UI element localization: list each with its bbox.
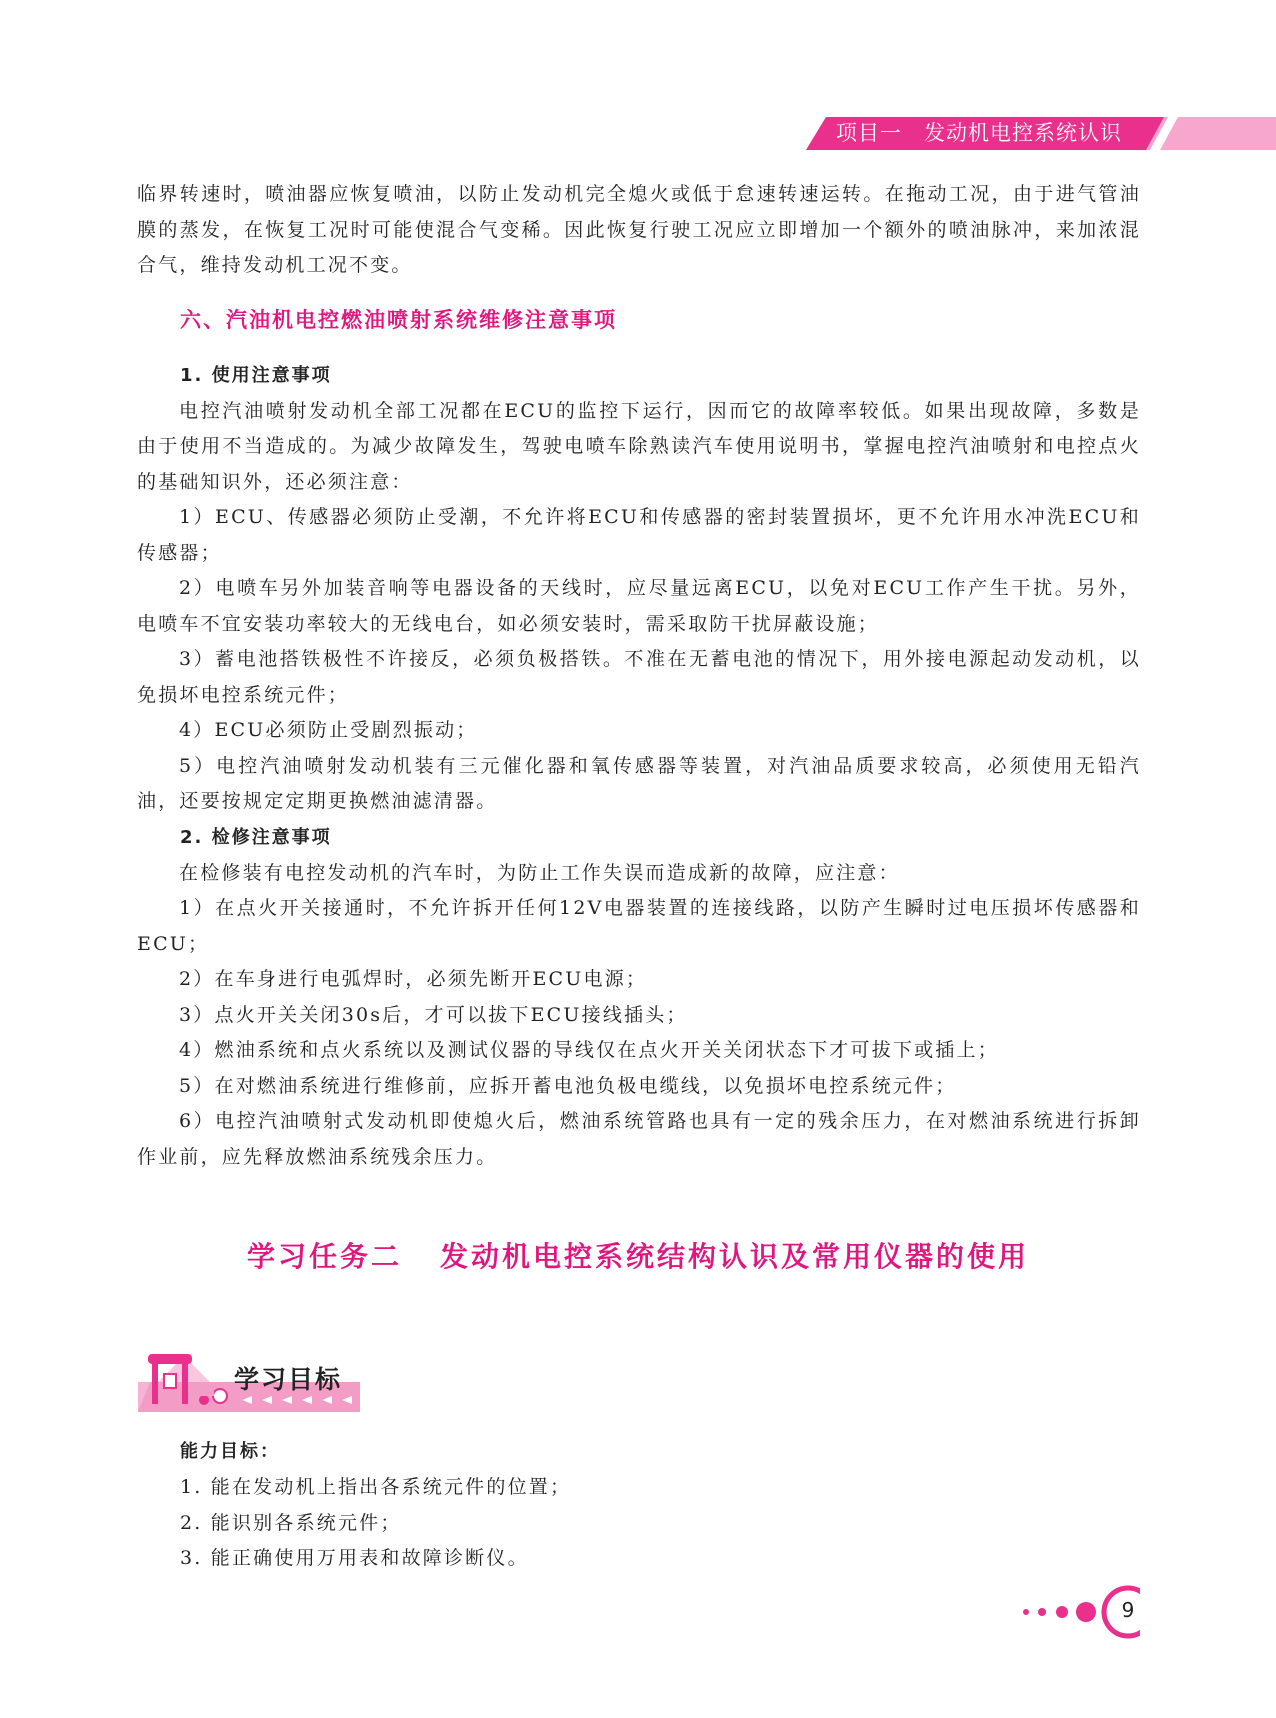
repair-item: 2）在车身进行电弧焊时，必须先断开ECU电源； [179, 968, 648, 990]
task-title-text: 发动机电控系统结构认识及常用仪器的使用 [440, 1240, 1030, 1273]
objective-item: 1. 能在发动机上指出各系统元件的位置； [180, 1476, 572, 1498]
page-body [137, 177, 1141, 1175]
objective-item: 3. 能正确使用万用表和故障诊断仪。 [180, 1547, 529, 1569]
usage-item: 3）蓄电池搭铁极性不许接反，必须负极搭铁。不准在无蓄电池的情况下，用外接电源起动发动机，以免损坏电控系统元件； [137, 648, 1141, 706]
section-title: 六、汽油机电控燃油喷射系统维修注意事项 [180, 307, 617, 332]
intro-paragraph: 临界转速时，喷油器应恢复喷油，以防止发动机完全熄火或低于怠速转速运转。在拖动工况，由于进气管油膜的蒸发，在恢复工况时可能使混合气变稀。因此恢复行驶工况应立即增加一个额外的喷油脉冲，来加浓混合气，维持发动机工况不变。 [137, 183, 1141, 276]
repair-item: 3）点火开关关闭30s后，才可以拔下ECU接线插头； [179, 1003, 688, 1026]
usage-item: 2）电喷车另外加装音响等电器设备的天线时，应尽量远离ECU，以免对ECU工作产生干扰。另外，电喷车不宜安装功率较大的无线电台，如必须安装时，需采取防干扰屏蔽设施； [137, 577, 1141, 635]
task-title [0, 1235, 1276, 1275]
usage-item: 5）电控汽油喷射发动机装有三元催化器和氧传感器等装置，对汽油品质要求较高，必须使用无铅汽油，还要按规定定期更换燃油滤清器。 [137, 754, 1141, 812]
usage-intro: 电控汽油喷射发动机全部工况都在ECU的监控下运行，因而它的故障率较低。如果出现故障，多数是由于使用不当造成的。为减少故障发生，驾驶电喷车除熟读汽车使用说明书，掌握电控汽油喷射和电控点火的基础知识外，还必须注意： [137, 399, 1141, 493]
repair-item: 6）电控汽油喷射式发动机即使熄火后，燃油系统管路也具有一定的残余压力，在对燃油系统进行拆卸作业前，应先释放燃油系统残余压力。 [137, 1110, 1141, 1168]
repair-item: 4）燃油系统和点火系统以及测试仪器的导线仅在点火开关关闭状态下才可拔下或插上； [179, 1039, 999, 1061]
repair-item: 5）在对燃油系统进行维修前，应拆开蓄电池负极电缆线，以免损坏电控系统元件； [179, 1074, 957, 1097]
header-band [806, 117, 1276, 150]
objectives-badge [138, 1348, 360, 1416]
repair-intro: 在检修装有电控发动机的汽车时，为防止工作失误而造成新的故障，应注意： [179, 861, 900, 884]
objectives-badge-label: 学习目标 [234, 1365, 343, 1394]
usage-item: 4）ECU必须防止受剧烈振动； [179, 719, 478, 741]
objectives-label: 能力目标： [180, 1441, 280, 1462]
header-title: 发动机电控系统认识 [924, 121, 1122, 145]
objective-item: 2. 能识别各系统元件； [180, 1511, 402, 1534]
objectives [180, 1434, 1080, 1577]
header-project: 项目一 [836, 121, 902, 145]
usage-item: 1）ECU、传感器必须防止受潮，不允许将ECU和传感器的密封装置损坏，更不允许用水冲洗ECU和传感器； [137, 506, 1141, 564]
repair-subtitle: 2. 检修注意事项 [180, 826, 332, 848]
task-title-number: 学习任务二 [246, 1240, 402, 1273]
page-number-badge [1020, 1582, 1140, 1642]
usage-subtitle: 1. 使用注意事项 [180, 364, 332, 386]
running-header [836, 117, 1122, 150]
repair-item: 1）在点火开关接通时，不允许拆开任何12V电器装置的连接线路，以防产生瞬时过电压损坏传感器和ECU； [137, 897, 1141, 955]
page-number: 9 [1121, 1598, 1135, 1622]
